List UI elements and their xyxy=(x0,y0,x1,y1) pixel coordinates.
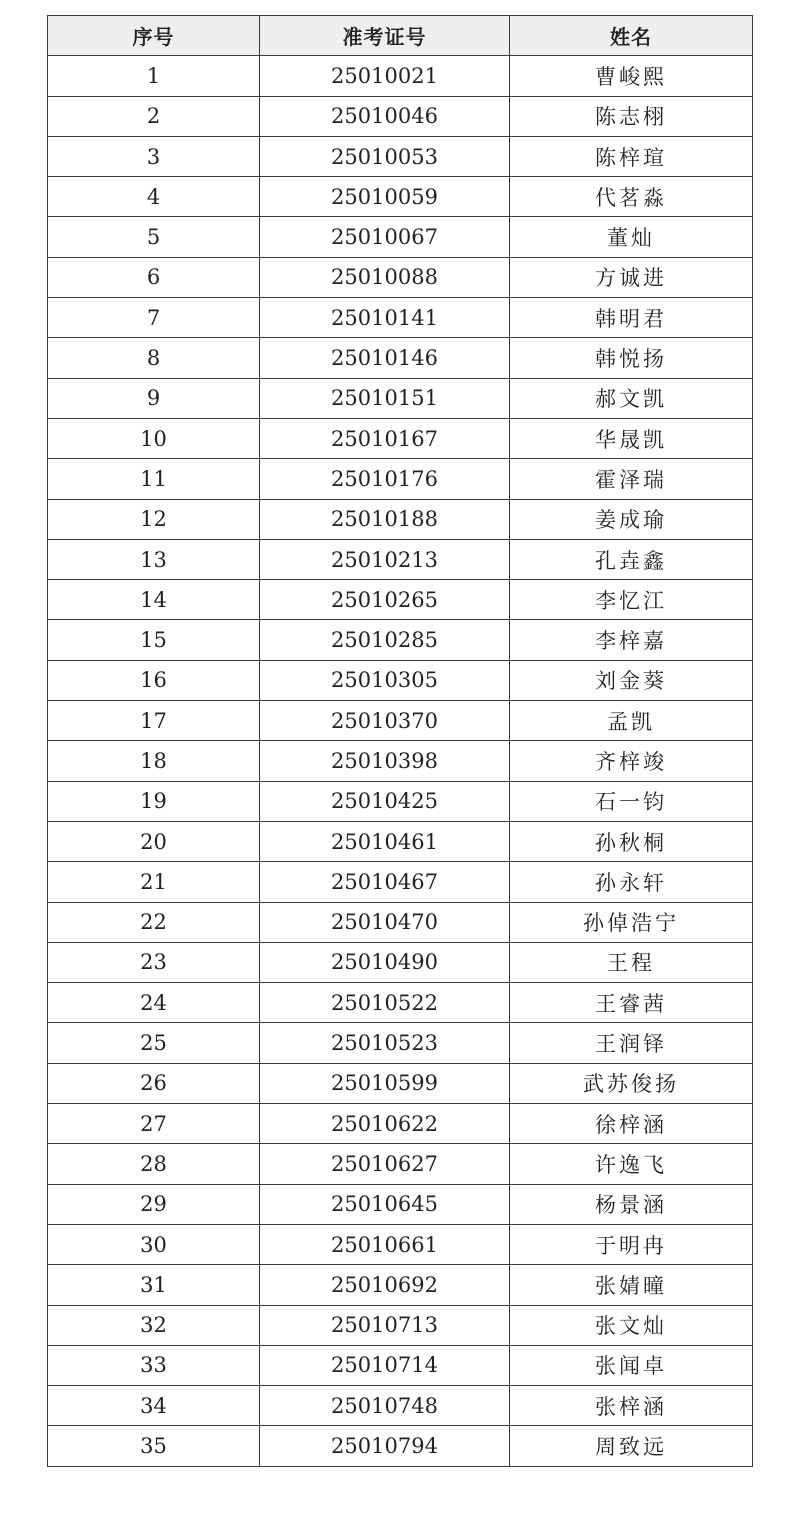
cell-seq: 24 xyxy=(48,983,260,1023)
table-row xyxy=(48,1104,753,1144)
cell-name: 孙秋桐 xyxy=(510,821,753,861)
cell-name: 孙永轩 xyxy=(510,862,753,902)
cell-seq: 21 xyxy=(48,862,260,902)
cell-seq: 8 xyxy=(48,338,260,378)
cell-exam-id: 25010213 xyxy=(260,539,510,579)
cell-seq: 28 xyxy=(48,1144,260,1184)
cell-exam-id: 25010021 xyxy=(260,56,510,96)
column-header-seq: 序号 xyxy=(48,16,260,56)
table-row xyxy=(48,741,753,781)
cell-name: 王睿茜 xyxy=(510,983,753,1023)
cell-exam-id: 25010748 xyxy=(260,1386,510,1426)
cell-exam-id: 25010627 xyxy=(260,1144,510,1184)
cell-name: 周致远 xyxy=(510,1426,753,1466)
cell-seq: 30 xyxy=(48,1224,260,1264)
cell-exam-id: 25010167 xyxy=(260,418,510,458)
cell-seq: 26 xyxy=(48,1063,260,1103)
cell-exam-id: 25010151 xyxy=(260,378,510,418)
cell-seq: 6 xyxy=(48,257,260,297)
cell-seq: 15 xyxy=(48,620,260,660)
cell-name: 陈梓瑄 xyxy=(510,136,753,176)
cell-seq: 34 xyxy=(48,1386,260,1426)
cell-name: 杨景涵 xyxy=(510,1184,753,1224)
cell-exam-id: 25010794 xyxy=(260,1426,510,1466)
cell-seq: 32 xyxy=(48,1305,260,1345)
cell-seq: 22 xyxy=(48,902,260,942)
table-row xyxy=(48,1345,753,1385)
cell-seq: 31 xyxy=(48,1265,260,1305)
cell-name: 王程 xyxy=(510,942,753,982)
column-header-name: 姓名 xyxy=(510,16,753,56)
cell-exam-id: 25010467 xyxy=(260,862,510,902)
cell-seq: 25 xyxy=(48,1023,260,1063)
table-row xyxy=(48,56,753,96)
cell-name: 齐梓竣 xyxy=(510,741,753,781)
cell-name: 韩明君 xyxy=(510,298,753,338)
cell-exam-id: 25010523 xyxy=(260,1023,510,1063)
table-row xyxy=(48,620,753,660)
cell-exam-id: 25010046 xyxy=(260,96,510,136)
table-row xyxy=(48,96,753,136)
table-row xyxy=(48,1023,753,1063)
cell-seq: 12 xyxy=(48,499,260,539)
cell-name: 张婧曈 xyxy=(510,1265,753,1305)
table-row xyxy=(48,1184,753,1224)
cell-exam-id: 25010461 xyxy=(260,821,510,861)
cell-exam-id: 25010714 xyxy=(260,1345,510,1385)
cell-exam-id: 25010661 xyxy=(260,1224,510,1264)
table-row xyxy=(48,539,753,579)
cell-name: 许逸飞 xyxy=(510,1144,753,1184)
cell-exam-id: 25010622 xyxy=(260,1104,510,1144)
cell-name: 张文灿 xyxy=(510,1305,753,1345)
cell-name: 代茗淼 xyxy=(510,177,753,217)
cell-seq: 4 xyxy=(48,177,260,217)
cell-seq: 2 xyxy=(48,96,260,136)
cell-exam-id: 25010398 xyxy=(260,741,510,781)
cell-exam-id: 25010490 xyxy=(260,942,510,982)
cell-exam-id: 25010146 xyxy=(260,338,510,378)
cell-name: 张闻卓 xyxy=(510,1345,753,1385)
cell-exam-id: 25010053 xyxy=(260,136,510,176)
cell-seq: 10 xyxy=(48,418,260,458)
cell-name: 李梓嘉 xyxy=(510,620,753,660)
table-row xyxy=(48,942,753,982)
table-row xyxy=(48,1224,753,1264)
cell-exam-id: 25010088 xyxy=(260,257,510,297)
table-row xyxy=(48,701,753,741)
table-row xyxy=(48,499,753,539)
table-row xyxy=(48,902,753,942)
cell-seq: 27 xyxy=(48,1104,260,1144)
column-header-exam-id: 准考证号 xyxy=(260,16,510,56)
table-row xyxy=(48,1144,753,1184)
table-header xyxy=(48,16,753,56)
cell-exam-id: 25010305 xyxy=(260,660,510,700)
cell-seq: 9 xyxy=(48,378,260,418)
cell-name: 霍泽瑞 xyxy=(510,459,753,499)
cell-exam-id: 25010599 xyxy=(260,1063,510,1103)
cell-seq: 20 xyxy=(48,821,260,861)
cell-name: 陈志栩 xyxy=(510,96,753,136)
table-row xyxy=(48,459,753,499)
table-row xyxy=(48,1426,753,1466)
cell-name: 于明冉 xyxy=(510,1224,753,1264)
cell-name: 武苏俊扬 xyxy=(510,1063,753,1103)
cell-exam-id: 25010265 xyxy=(260,580,510,620)
cell-name: 曹峻熙 xyxy=(510,56,753,96)
table-row xyxy=(48,580,753,620)
cell-exam-id: 25010645 xyxy=(260,1184,510,1224)
table-row xyxy=(48,217,753,257)
cell-seq: 29 xyxy=(48,1184,260,1224)
cell-exam-id: 25010713 xyxy=(260,1305,510,1345)
cell-exam-id: 25010692 xyxy=(260,1265,510,1305)
cell-exam-id: 25010370 xyxy=(260,701,510,741)
cell-exam-id: 25010285 xyxy=(260,620,510,660)
cell-exam-id: 25010176 xyxy=(260,459,510,499)
table-row xyxy=(48,1063,753,1103)
table-row xyxy=(48,821,753,861)
cell-exam-id: 25010425 xyxy=(260,781,510,821)
cell-name: 石一钧 xyxy=(510,781,753,821)
cell-seq: 14 xyxy=(48,580,260,620)
header-row xyxy=(48,16,753,56)
table-row xyxy=(48,298,753,338)
cell-seq: 5 xyxy=(48,217,260,257)
cell-seq: 23 xyxy=(48,942,260,982)
cell-seq: 35 xyxy=(48,1426,260,1466)
cell-name: 董灿 xyxy=(510,217,753,257)
table-row xyxy=(48,338,753,378)
cell-exam-id: 25010188 xyxy=(260,499,510,539)
cell-name: 姜成瑜 xyxy=(510,499,753,539)
table-row xyxy=(48,136,753,176)
cell-seq: 1 xyxy=(48,56,260,96)
cell-seq: 33 xyxy=(48,1345,260,1385)
cell-seq: 19 xyxy=(48,781,260,821)
table-row xyxy=(48,781,753,821)
cell-exam-id: 25010141 xyxy=(260,298,510,338)
table-row xyxy=(48,983,753,1023)
table-row xyxy=(48,378,753,418)
cell-exam-id: 25010470 xyxy=(260,902,510,942)
cell-name: 郝文凯 xyxy=(510,378,753,418)
table-row xyxy=(48,257,753,297)
cell-exam-id: 25010067 xyxy=(260,217,510,257)
cell-name: 华晟凯 xyxy=(510,418,753,458)
table-row xyxy=(48,660,753,700)
candidate-table xyxy=(47,15,753,1467)
cell-name: 孟凯 xyxy=(510,701,753,741)
table-row xyxy=(48,1265,753,1305)
cell-seq: 18 xyxy=(48,741,260,781)
cell-seq: 7 xyxy=(48,298,260,338)
cell-name: 刘金葵 xyxy=(510,660,753,700)
cell-name: 孙倬浩宁 xyxy=(510,902,753,942)
cell-seq: 13 xyxy=(48,539,260,579)
table-row xyxy=(48,1386,753,1426)
cell-name: 韩悦扬 xyxy=(510,338,753,378)
cell-name: 徐梓涵 xyxy=(510,1104,753,1144)
cell-name: 王润铎 xyxy=(510,1023,753,1063)
cell-exam-id: 25010522 xyxy=(260,983,510,1023)
table-row xyxy=(48,177,753,217)
table-row xyxy=(48,862,753,902)
cell-seq: 17 xyxy=(48,701,260,741)
cell-name: 孔垚鑫 xyxy=(510,539,753,579)
cell-name: 方诚进 xyxy=(510,257,753,297)
cell-seq: 11 xyxy=(48,459,260,499)
cell-name: 李忆江 xyxy=(510,580,753,620)
table-row xyxy=(48,418,753,458)
cell-name: 张梓涵 xyxy=(510,1386,753,1426)
cell-seq: 3 xyxy=(48,136,260,176)
cell-seq: 16 xyxy=(48,660,260,700)
table-body xyxy=(48,56,753,1466)
table-row xyxy=(48,1305,753,1345)
cell-exam-id: 25010059 xyxy=(260,177,510,217)
